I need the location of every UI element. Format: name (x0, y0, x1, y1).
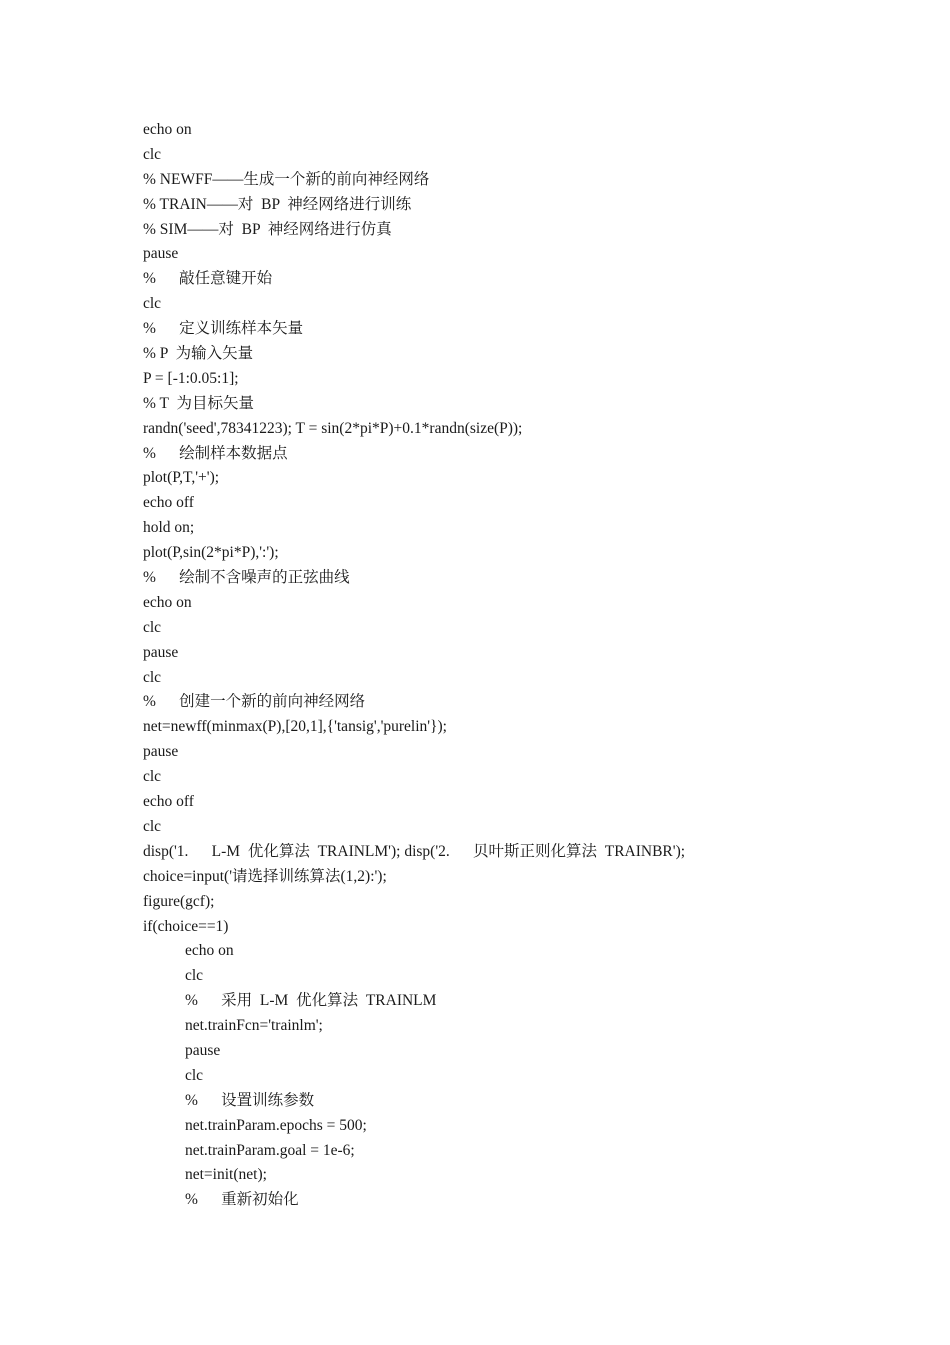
code-line: clc (143, 618, 162, 636)
code-line: % 绘制不含噪声的正弦曲线 (143, 569, 350, 587)
code-line: % 重新初始化 (185, 1191, 299, 1209)
code-line: randn('seed',78341223); T = sin(2*pi*P)+0.1*randn(size(P)); (143, 419, 523, 437)
code-line: hold on; (143, 519, 195, 537)
code-line: echo off (143, 494, 194, 512)
code-line: % 采用 L-M 优化算法 TRAINLM (185, 992, 437, 1010)
code-line: figure(gcf); (143, 892, 215, 910)
code-line: pause (185, 1041, 221, 1059)
code-line: echo on (143, 121, 192, 138)
code-line: clc (143, 817, 162, 835)
code-line: echo on (185, 942, 234, 960)
code-line: pause (143, 643, 179, 661)
code-line: % 敲任意键开始 (143, 270, 273, 288)
code-listing (143, 118, 923, 1213)
code-line: clc (143, 145, 162, 163)
code-line: echo on (143, 593, 192, 611)
code-line: net.trainParam.epochs = 500; (185, 1116, 367, 1134)
code-line: if(choice==1) (143, 917, 229, 935)
code-line: clc (143, 768, 162, 786)
code-line: % 定义训练样本矢量 (143, 320, 304, 338)
code-line: net.trainParam.goal = 1e-6; (185, 1141, 355, 1159)
code-line: clc (143, 668, 162, 686)
code-line: clc (185, 967, 204, 985)
code-line: choice=input('请选择训练算法(1,2):'); (143, 867, 387, 885)
code-line: echo off (143, 793, 194, 811)
code-line: % 设置训练参数 (185, 1091, 315, 1109)
code-line: plot(P,T,'+'); (143, 469, 220, 487)
code-line: net.trainFcn='trainlm'; (185, 1017, 323, 1035)
code-line: % 创建一个新的前向神经网络 (143, 693, 366, 711)
code-line: % SIM——对 BP 神经网络进行仿真 (143, 220, 392, 238)
code-line: net=init(net); (185, 1166, 267, 1184)
code-line: % T 为目标矢量 (143, 394, 254, 412)
code-line: plot(P,sin(2*pi*P),':'); (143, 544, 279, 562)
code-line: clc (185, 1066, 204, 1084)
code-line: clc (143, 295, 162, 313)
code-line: % NEWFF——生成一个新的前向神经网络 (143, 170, 430, 188)
code-line: pause (143, 245, 179, 263)
code-line: % TRAIN——对 BP 神经网络进行训练 (143, 195, 412, 213)
code-line: pause (143, 743, 179, 761)
code-line: net=newff(minmax(P),[20,1],{'tansig','purelin'}); (143, 718, 447, 736)
code-line: % 绘制样本数据点 (143, 444, 288, 462)
code-line: P = [-1:0.05:1]; (143, 369, 239, 387)
code-line: % P 为输入矢量 (143, 345, 254, 363)
code-line: disp('1. L-M 优化算法 TRAINLM'); disp('2. 贝叶斯正则化算法 TRAINBR'); (143, 842, 686, 860)
